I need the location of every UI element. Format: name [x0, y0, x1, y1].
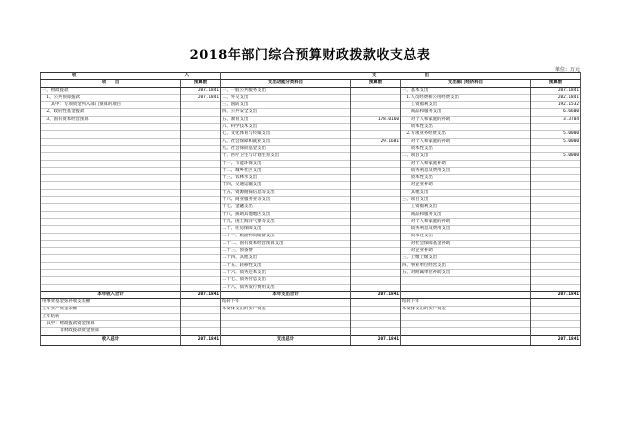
func-budget-cell: 29.1681: [351, 138, 401, 145]
econ-budget-cell: [531, 240, 581, 247]
table-row: [41, 204, 581, 211]
econ-budget-cell: [531, 218, 581, 225]
func-budget-cell: [351, 277, 401, 284]
income-item-cell: [41, 167, 181, 174]
func-item-cell: 未安排支出的实户资金: [221, 306, 351, 313]
func-budget-cell: [351, 204, 401, 211]
income-item-cell: [41, 197, 181, 204]
income-item-cell: 2、政府性基金拨款: [41, 109, 181, 116]
func-item-cell: 十三、农林水支出: [221, 175, 351, 182]
func-item-cell: 九、社会保险基金支出: [221, 145, 351, 152]
econ-budget-cell: [531, 211, 581, 218]
unit-label: 单位：万元: [554, 67, 580, 73]
econ-item-cell: 资本性支出: [401, 124, 531, 131]
table-row: [41, 233, 581, 240]
col-func-item: 支出功能分类科目: [221, 80, 351, 87]
income-item-cell: [41, 270, 181, 277]
table-row: [41, 109, 581, 116]
econ-item-cell: 对企业补助: [401, 182, 531, 189]
income-item-cell: [41, 211, 181, 218]
total-row: [41, 291, 581, 298]
func-item-cell: 十八、援助其他地区支出: [221, 211, 351, 218]
income-item-cell: 非财政拨款资金预算: [41, 328, 181, 335]
income-budget-cell: [181, 153, 221, 160]
income-budget-cell: 207.1841: [181, 94, 221, 101]
income-budget-cell: [181, 240, 221, 247]
econ-item-cell: [401, 284, 531, 291]
func-item-cell: 二十六、债务还本支出: [221, 270, 351, 277]
table-row: [41, 138, 581, 145]
income-item-cell: [41, 248, 181, 255]
table-row: [41, 182, 581, 189]
income-budget-cell: [181, 211, 221, 218]
econ-item-cell: 2.专项业务经费支出: [401, 131, 531, 138]
func-budget-cell: 178.0160: [351, 116, 401, 123]
econ-budget-cell: [531, 160, 581, 167]
income-budget-cell: [181, 248, 221, 255]
func-item-cell: 二十七、债务付息支出: [221, 277, 351, 284]
income-item-cell: [41, 124, 181, 131]
income-item-cell: [41, 255, 181, 262]
income-grand-total-label: 收入总计: [41, 335, 181, 345]
income-item-cell: [41, 189, 181, 196]
income-budget-cell: [181, 145, 221, 152]
econ-budget-cell: 6.6600: [531, 109, 581, 116]
income-item-cell: [41, 240, 181, 247]
table-row: [41, 116, 581, 123]
func-budget-cell: [351, 131, 401, 138]
econ-budget-cell: 5.0000: [531, 153, 581, 160]
income-budget-cell: [181, 218, 221, 225]
func-budget-cell: [351, 211, 401, 218]
income-budget-cell: [181, 284, 221, 291]
table-row: [41, 306, 581, 313]
econ-budget-cell: [531, 145, 581, 152]
econ-item-cell: [401, 328, 531, 335]
table-row: [41, 124, 581, 131]
econ-item-cell: [401, 321, 531, 328]
income-budget-cell: [181, 321, 221, 328]
income-budget-cell: [181, 124, 221, 131]
income-item-cell: [41, 175, 181, 182]
table-row: [41, 167, 581, 174]
func-item-cell: 七、文化体育与传媒支出: [221, 131, 351, 138]
income-budget-cell: [181, 313, 221, 320]
expense-header: 支 出: [221, 73, 581, 80]
econ-budget-cell: [531, 299, 581, 306]
income-item-cell: [41, 153, 181, 160]
table-row: [41, 270, 581, 277]
table-row: [41, 328, 581, 335]
table-row: [41, 277, 581, 284]
income-budget-cell: [181, 233, 221, 240]
income-budget-cell: [181, 262, 221, 269]
func-budget-cell: [351, 248, 401, 255]
income-item-cell: [41, 131, 181, 138]
func-budget-cell: [351, 284, 401, 291]
econ-budget-cell: [531, 189, 581, 196]
econ-budget-cell: 5.0000: [531, 131, 581, 138]
income-budget-cell: [181, 131, 221, 138]
econ-item-cell: 其他支出: [401, 189, 531, 196]
table-row: [41, 313, 581, 320]
header-row-top: [41, 73, 581, 80]
table-row: [41, 189, 581, 196]
table-row: [41, 262, 581, 269]
econ-item-cell: 一、基本支出: [401, 87, 531, 94]
econ-budget-cell: [531, 248, 581, 255]
func-item-cell: 二十三、预备费: [221, 248, 351, 255]
income-budget-cell: [181, 167, 221, 174]
table-row: [41, 248, 581, 255]
econ-budget-cell: [531, 277, 581, 284]
income-budget-cell: [181, 109, 221, 116]
func-budget-cell: [351, 182, 401, 189]
func-item-cell: 二十二、国有资本经营预算支出: [221, 240, 351, 247]
table-row: [41, 197, 581, 204]
income-budget-cell: [181, 189, 221, 196]
econ-budget-cell: [531, 233, 581, 240]
econ-budget-cell: [531, 124, 581, 131]
func-budget-cell: [351, 94, 401, 101]
table-row: [41, 175, 581, 182]
income-item-cell: [41, 145, 181, 152]
econ-budget-cell: [531, 197, 581, 204]
income-budget-cell: [181, 270, 221, 277]
income-item-cell: [41, 218, 181, 225]
func-budget-cell: [351, 240, 401, 247]
func-item-cell: 二十五、转移性支出: [221, 262, 351, 269]
econ-budget-cell: [531, 313, 581, 320]
econ-budget-cell: [531, 167, 581, 174]
income-item-cell: 3、国有资本经营预算: [41, 116, 181, 123]
income-item-cell: [41, 204, 181, 211]
income-item-cell: [41, 284, 181, 291]
income-budget-cell: [181, 197, 221, 204]
func-item-cell: [221, 313, 351, 320]
func-item-cell: 二十八、债务发行费用支出: [221, 284, 351, 291]
econ-item-cell: 1.人员经费和公用经费支出: [401, 94, 531, 101]
func-budget-cell: [351, 160, 401, 167]
income-budget-cell: [181, 328, 221, 335]
expense-grand-total-value-2: 207.1841: [531, 335, 581, 345]
econ-item-cell: 资本性支出: [401, 175, 531, 182]
table-row: [41, 153, 581, 160]
func-item-cell: 一、一般公共服务支出: [221, 87, 351, 94]
income-budget-cell: [181, 160, 221, 167]
econ-item-cell: 债务利息及费用支出: [401, 167, 531, 174]
table-row: [41, 299, 581, 306]
income-header: 收 入: [41, 73, 221, 80]
table-row: [41, 131, 581, 138]
func-item-cell: 五、教育支出: [221, 116, 351, 123]
header-row-columns: [41, 80, 581, 87]
table-row: [41, 226, 581, 233]
income-item-cell: [41, 182, 181, 189]
func-budget-cell: [351, 306, 401, 313]
func-budget-cell: [351, 270, 401, 277]
func-item-cell: 十五、资源勘探信息等支出: [221, 189, 351, 196]
econ-item-cell: 对个人和家庭的补助: [401, 138, 531, 145]
func-budget-cell: [351, 262, 401, 269]
income-budget-cell: [181, 255, 221, 262]
econ-budget-cell: [531, 284, 581, 291]
func-budget-cell: [351, 124, 401, 131]
income-item-cell: 一、财政拨款: [41, 87, 181, 94]
econ-item-cell: 三、项目支出: [401, 197, 531, 204]
expense-total-value-2: 207.1841: [531, 291, 581, 298]
func-item-cell: 十六、商业服务业等支出: [221, 197, 351, 204]
income-budget-cell: [181, 306, 221, 313]
func-budget-cell: [351, 109, 401, 116]
table-row: [41, 94, 581, 101]
table-row: [41, 145, 581, 152]
income-item-cell: 其中：财政拨款资金预算: [41, 321, 181, 328]
col-func-budget: 预算数: [351, 80, 401, 87]
func-budget-cell: [351, 197, 401, 204]
func-item-cell: 六、科学技术支出: [221, 124, 351, 131]
econ-item-cell: [401, 313, 531, 320]
econ-item-cell: 对个人和家庭的补助: [401, 116, 531, 123]
income-item-cell: [41, 277, 181, 284]
econ-budget-cell: [531, 255, 581, 262]
income-budget-cell: [181, 204, 221, 211]
econ-budget-cell: [531, 182, 581, 189]
grand-total-row: [41, 335, 581, 345]
col-income-budget: 预算数: [181, 80, 221, 87]
func-item-cell: 二十四、其他支出: [221, 255, 351, 262]
func-budget-cell: [351, 226, 401, 233]
col-econ-item: 支出部门经济科目: [401, 80, 531, 87]
func-budget-cell: [351, 299, 401, 306]
func-budget-cell: [351, 218, 401, 225]
func-item-cell: 二十、住房保障支出: [221, 226, 351, 233]
econ-budget-cell: [531, 175, 581, 182]
func-item-cell: [221, 328, 351, 335]
econ-budget-cell: 3.3704: [531, 116, 581, 123]
econ-item-cell: 资本性支出: [401, 145, 531, 152]
econ-item-cell: 商品和服务支出: [401, 211, 531, 218]
econ-item-cell: 未安排支出的实户资金: [401, 306, 531, 313]
income-budget-cell: 207.1841: [181, 87, 221, 94]
econ-budget-cell: 5.0000: [531, 138, 581, 145]
income-item-cell: [41, 160, 181, 167]
report-title: 2018年部门综合预算财政拨款收支总表: [189, 48, 431, 63]
func-item-cell: 三、国防支出: [221, 102, 351, 109]
income-budget-cell: [181, 102, 221, 109]
func-item-cell: 二、外交支出: [221, 94, 351, 101]
income-item-cell: [41, 226, 181, 233]
table-row: [41, 160, 581, 167]
income-item-cell: 上年结转: [41, 313, 181, 320]
income-budget-cell: [181, 277, 221, 284]
econ-budget-cell: [531, 321, 581, 328]
econ-budget-cell: 207.1841: [531, 87, 581, 94]
func-budget-cell: [351, 167, 401, 174]
table-row: [41, 284, 581, 291]
econ-item-cell: 二、项目支出: [401, 153, 531, 160]
econ-item-cell: 对个人和家庭补助: [401, 160, 531, 167]
econ-budget-cell: [531, 262, 581, 269]
table-row: [41, 240, 581, 247]
table-row: [41, 218, 581, 225]
expense-grand-total-value: 207.1841: [351, 335, 401, 345]
econ-item-cell: [401, 277, 531, 284]
econ-budget-cell: [531, 328, 581, 335]
econ-item-cell: 债务利息及费用支出: [401, 226, 531, 233]
func-budget-cell: [351, 313, 401, 320]
econ-item-cell: 工资福利支出: [401, 204, 531, 211]
col-econ-budget: 预算数: [531, 80, 581, 87]
func-budget-cell: [351, 175, 401, 182]
expense-grand-total-blank: [401, 335, 531, 345]
income-budget-cell: [181, 116, 221, 123]
income-item-cell: [41, 262, 181, 269]
func-item-cell: 四、公共安全支出: [221, 109, 351, 116]
income-total-value: 207.1841: [181, 291, 221, 298]
func-item-cell: 十七、金融支出: [221, 204, 351, 211]
income-item-cell: 其中：专项资金列入部门预算的项目: [41, 102, 181, 109]
table-row: [41, 87, 581, 94]
income-item-cell: 1、公共预算拨款: [41, 94, 181, 101]
econ-item-cell: 对个人和家庭的补助: [401, 218, 531, 225]
func-budget-cell: [351, 87, 401, 94]
econ-item-cell: 商品和服务支出: [401, 109, 531, 116]
func-item-cell: 十、医疗卫生与计划生育支出: [221, 153, 351, 160]
econ-item-cell: 资本性支出: [401, 233, 531, 240]
income-budget-cell: [181, 299, 221, 306]
expense-total-blank: [401, 291, 531, 298]
func-item-cell: 十一、节能环保支出: [221, 160, 351, 167]
econ-budget-cell: [531, 306, 581, 313]
econ-budget-cell: [531, 270, 581, 277]
econ-item-cell: 对社会保障基金补助: [401, 240, 531, 247]
expense-grand-total-label: 支出总计: [221, 335, 351, 345]
income-item-cell: 上年实户资金余额: [41, 306, 181, 313]
func-budget-cell: [351, 153, 401, 160]
func-item-cell: 八、社会保障和就业支出: [221, 138, 351, 145]
econ-item-cell: 三、上缴上级支出: [401, 255, 531, 262]
econ-item-cell: 结转下年: [401, 299, 531, 306]
income-item-cell: [41, 233, 181, 240]
econ-item-cell: 四、事业单位经营支出: [401, 262, 531, 269]
econ-budget-cell: [531, 204, 581, 211]
econ-item-cell: 工资福利支出: [401, 102, 531, 109]
income-item-cell: 用事业基金弥补收支差额: [41, 299, 181, 306]
func-budget-cell: [351, 328, 401, 335]
func-budget-cell: [351, 255, 401, 262]
income-budget-cell: [181, 182, 221, 189]
func-item-cell: 十四、交通运输支出: [221, 182, 351, 189]
income-budget-cell: [181, 138, 221, 145]
func-budget-cell: [351, 233, 401, 240]
func-item-cell: [221, 321, 351, 328]
col-income-item: 项 目: [41, 80, 181, 87]
table-row: [41, 255, 581, 262]
econ-budget-cell: [531, 226, 581, 233]
income-budget-cell: [181, 175, 221, 182]
econ-budget-cell: 202.1841: [531, 94, 581, 101]
func-item-cell: 二十一、粮油物资储备支出: [221, 233, 351, 240]
expense-total-label: 本年支出合计: [221, 291, 351, 298]
income-budget-cell: [181, 226, 221, 233]
budget-table: [40, 72, 581, 346]
econ-item-cell: 对企业补助: [401, 248, 531, 255]
func-budget-cell: [351, 189, 401, 196]
func-budget-cell: [351, 145, 401, 152]
income-item-cell: [41, 138, 181, 145]
income-grand-total-value: 207.1841: [181, 335, 221, 345]
income-total-label: 本年收入合计: [41, 291, 181, 298]
func-budget-cell: [351, 321, 401, 328]
func-item-cell: 十九、国土海洋气象等支出: [221, 218, 351, 225]
func-item-cell: 结转下年: [221, 299, 351, 306]
econ-item-cell: 五、对附属单位补助支出: [401, 270, 531, 277]
econ-budget-cell: 192.1532: [531, 102, 581, 109]
table-row: [41, 211, 581, 218]
table-row: [41, 321, 581, 328]
table-row: [41, 102, 581, 109]
expense-total-value: 207.1841: [351, 291, 401, 298]
func-item-cell: 十二、城乡社区支出: [221, 167, 351, 174]
func-budget-cell: [351, 102, 401, 109]
